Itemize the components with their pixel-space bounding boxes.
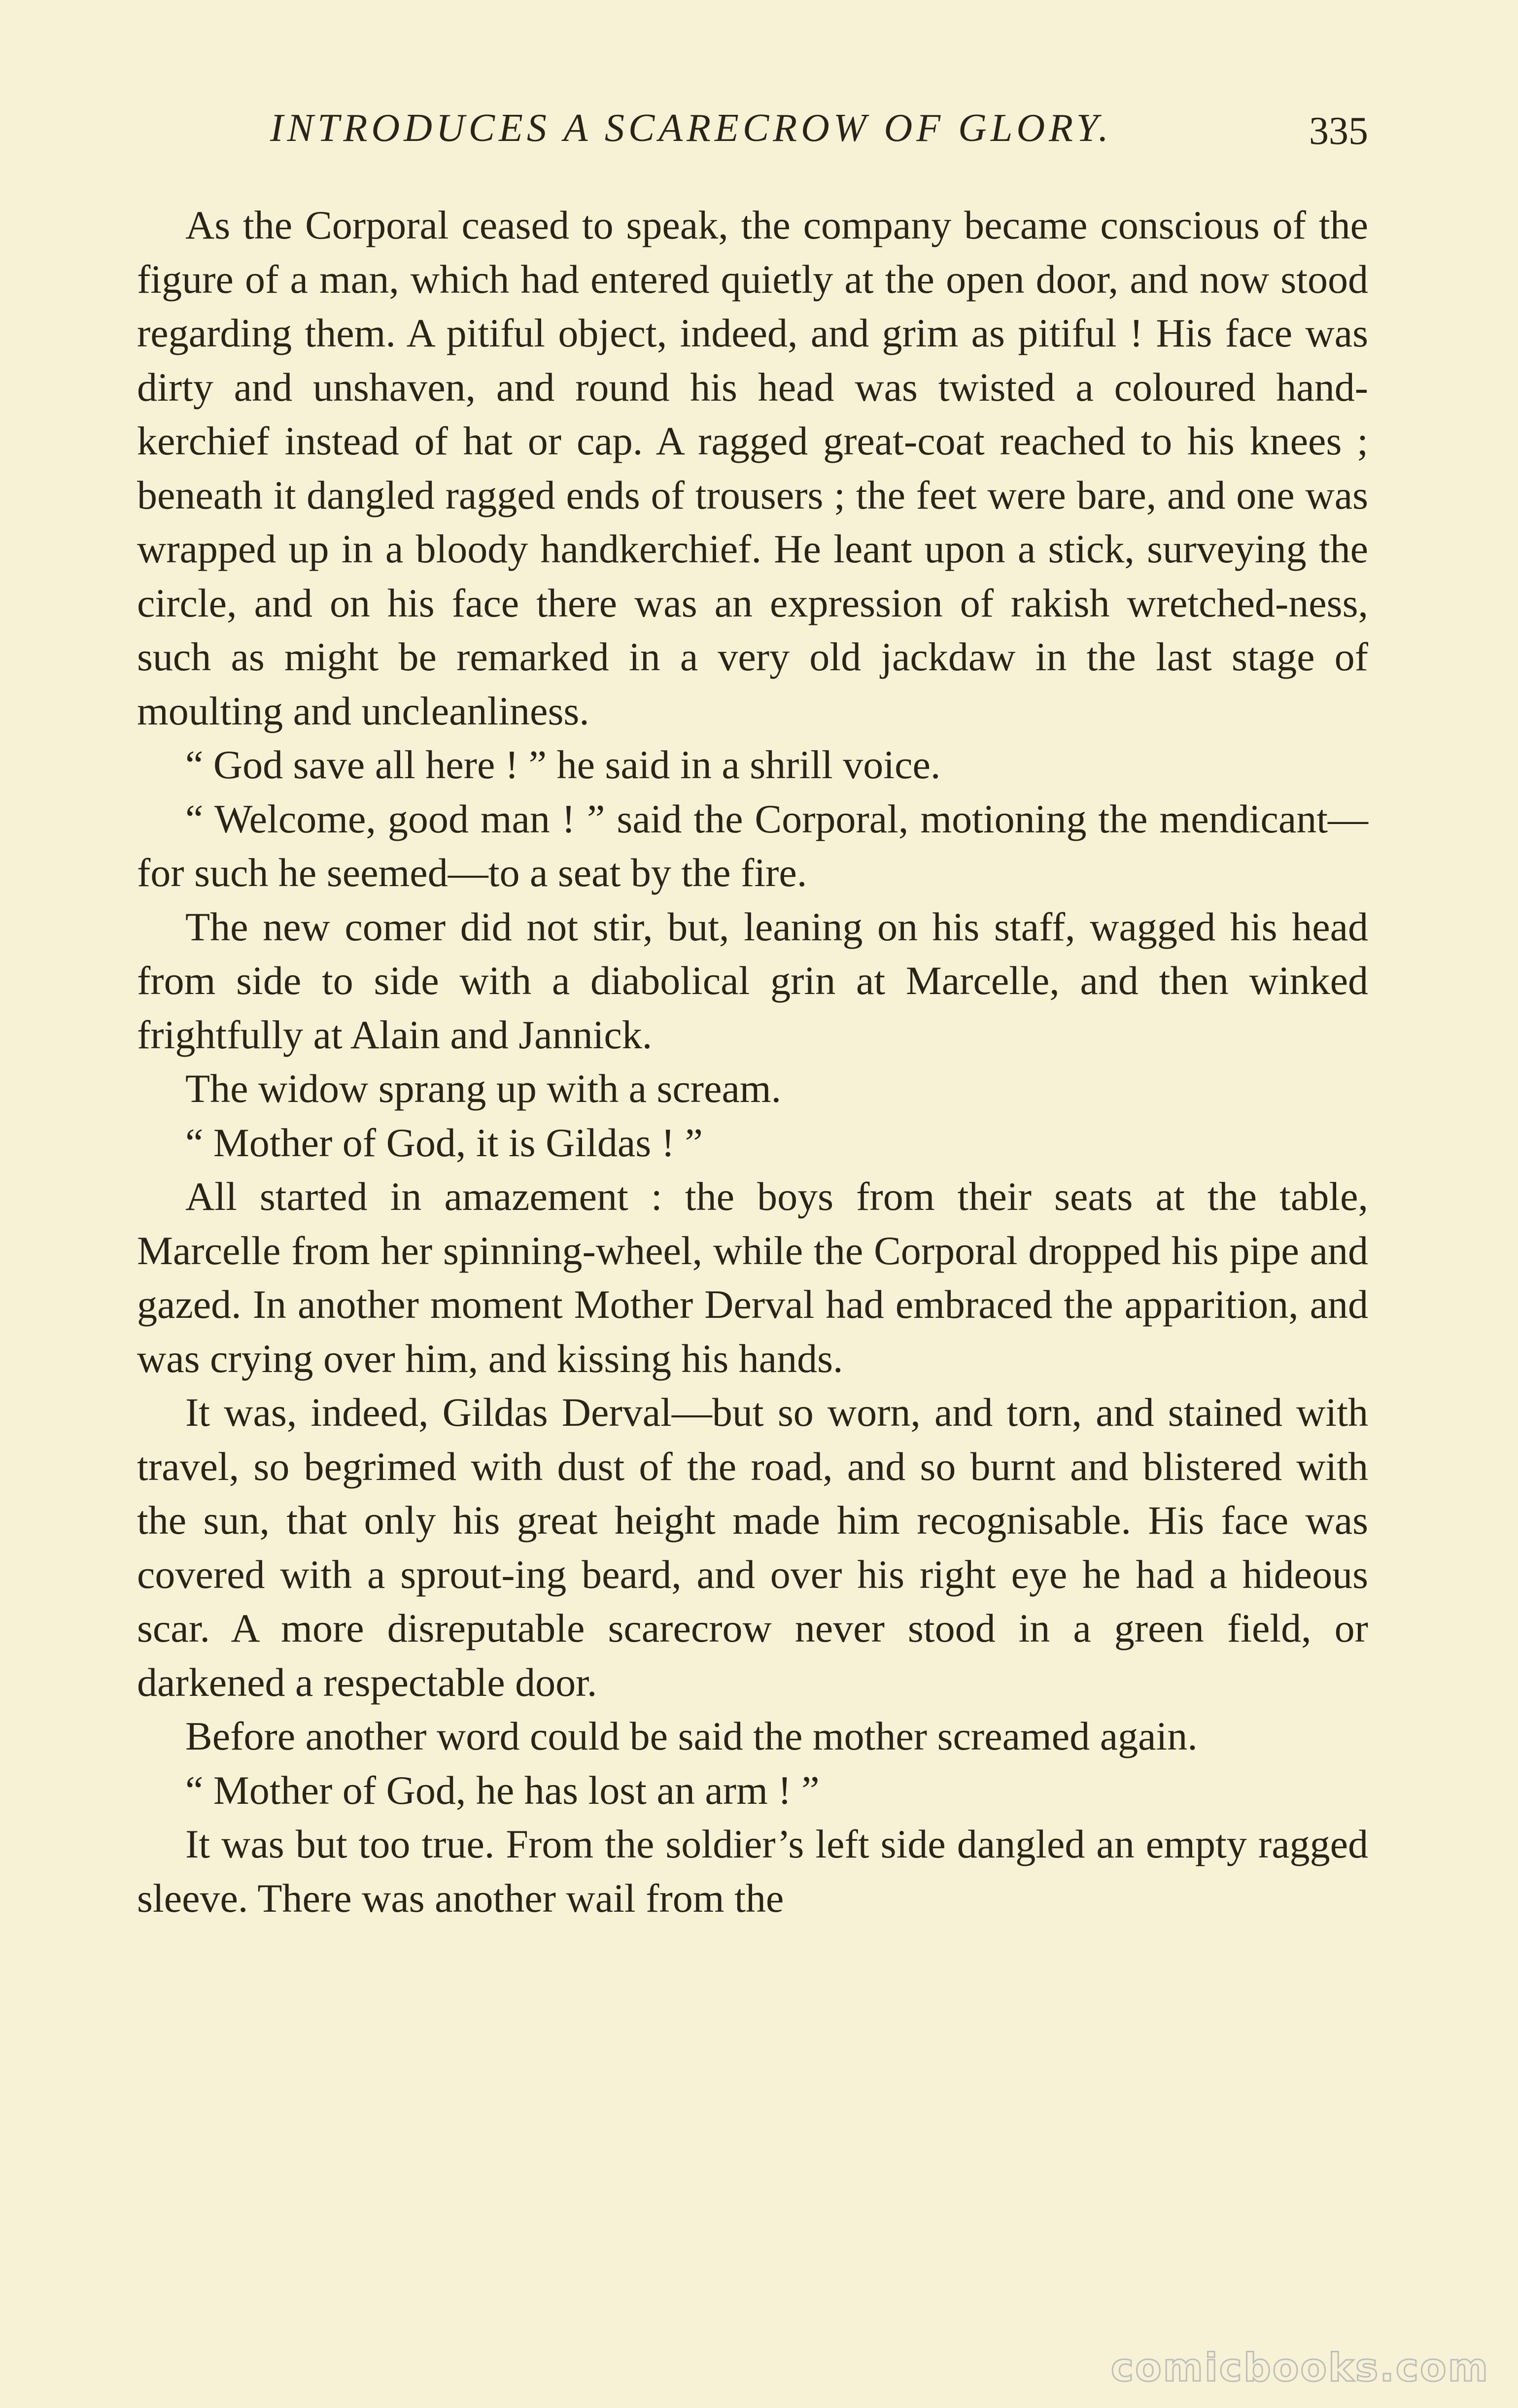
paragraph: “ Welcome, good man ! ” said the Corporal, motioning the mendicant—for such he seemed—to a seat by the fire. — [137, 796, 1368, 895]
paragraph: The new comer did not stir, but, leaning on his staff, wagged his head from side to side with a diabolical grin at Marcelle, and then winked frightfully at Alain and Jannick. — [137, 904, 1368, 1057]
paragraph: All started in amazement : the boys from their seats at the table, Marcelle from her spinning-wheel, while the Corporal dropped his pipe and gazed. In another moment Mother Derval had embraced the apparition, and was crying over him, and kissing his hands. — [137, 1174, 1368, 1381]
running-title: INTRODUCES A SCARECROW OF GLORY. — [270, 106, 1112, 150]
paragraph: It was but too true. From the soldier’s left side dangled an empty ragged sleeve. There was another wail from the — [137, 1822, 1368, 1921]
paragraph: “ God save all here ! ” he said in a shrill voice. — [185, 742, 941, 787]
paragraph: As the Corporal ceased to speak, the company became conscious of the figure of a man, which had entered quietly at the open door, and now stood regarding them. A pitiful object, indeed, and grim as pitiful ! His face was dirty and unshaven, and round his head was twisted a coloured hand-kerchief instead of hat or cap. A ragged great-coat reached to his knees ; beneath it dangled ragged ends of trousers ; the feet were bare, and one was wrapped up in a bloody handkerchief. He leant upon a stick, surveying the circle, and on his face there was an expression of rakish wretched-ness, such as might be remarked in a very old jackdaw in the last stage of moulting and uncleanliness. — [137, 203, 1368, 733]
paragraph: It was, indeed, Gildas Derval—but so worn, and torn, and stained with travel, so begrimed with dust of the road, and so burnt and blistered with the sun, that only his great height made him recognisable. His face was covered with a sprout-ing beard, and over his right eye he had a hideous scar. A more disreputable scarecrow never stood in a green field, or darkened a respectable door. — [137, 1390, 1368, 1705]
watermark: comicbooks.com — [1110, 2346, 1489, 2390]
body-text — [137, 198, 1368, 1925]
paragraph: “ Mother of God, it is Gildas ! ” — [185, 1120, 703, 1165]
paragraph: “ Mother of God, he has lost an arm ! ” — [185, 1767, 820, 1813]
paragraph: The widow sprang up with a scream. — [185, 1066, 782, 1111]
page-header — [270, 106, 1368, 165]
paragraph: Before another word could be said the mother screamed again. — [185, 1714, 1198, 1758]
page-number: 335 — [1309, 109, 1368, 153]
